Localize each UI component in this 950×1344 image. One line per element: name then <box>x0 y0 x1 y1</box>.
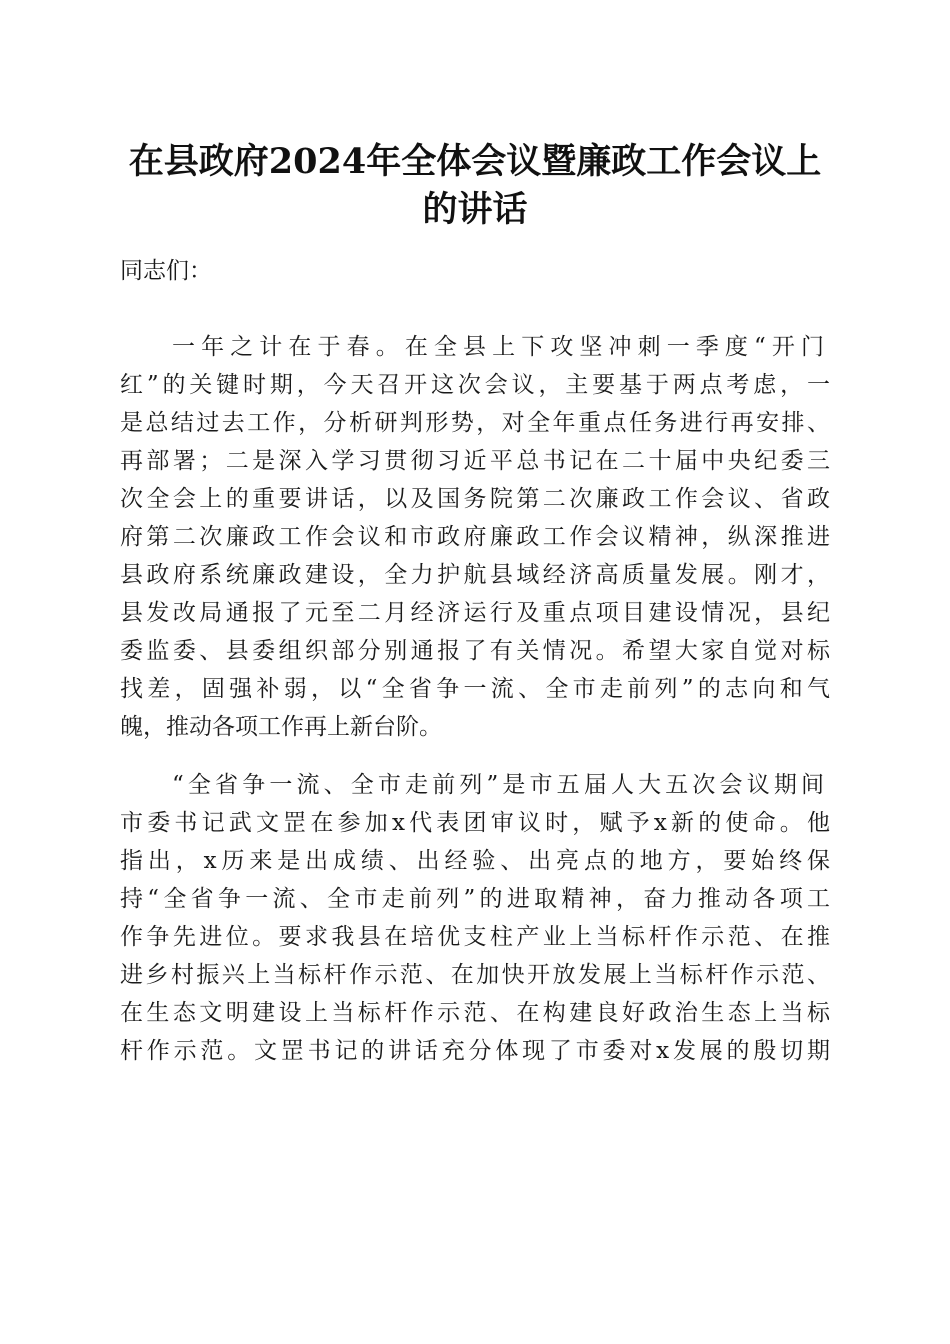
paragraph-1-line: 是总结过去工作，分析研判形势，对全年重点任务进行再安排、 <box>120 410 830 436</box>
paragraph-1-line: 魄，推动各项工作再上新台阶。 <box>120 714 442 740</box>
paragraph-1-line: 找差，固强补弱，以“全省争一流、全市走前列”的志向和气 <box>120 676 830 702</box>
paragraph-1-line: 一年之计在于春。在全县上下攻坚冲刺一季度“开门 <box>172 334 824 360</box>
paragraph-2-line: “全省争一流、全市走前列”是市五届人大五次会议期间 <box>172 772 824 798</box>
paragraph-2-line: 作争先进位。要求我县在培优支柱产业上当标杆作示范、在推 <box>120 924 830 950</box>
paragraph-2-line: 持“全省争一流、全市走前列”的进取精神，奋力推动各项工 <box>120 886 830 912</box>
paragraph-2-line: 在生态文明建设上当标杆作示范、在构建良好政治生态上当标 <box>120 1000 830 1026</box>
document-title-line-2: 的讲话 <box>422 189 528 230</box>
paragraph-1-line: 次全会上的重要讲话，以及国务院第二次廉政工作会议、省政 <box>120 486 830 512</box>
document-title-line-1: 在县政府2024年全体会议暨廉政工作会议上 <box>128 141 822 182</box>
paragraph-1-line: 县发改局通报了元至二月经济运行及重点项目建设情况，县纪 <box>120 600 830 626</box>
salutation: 同志们： <box>120 258 212 284</box>
paragraph-2-line: 进乡村振兴上当标杆作示范、在加快开放发展上当标杆作示范、 <box>120 962 830 988</box>
paragraph-1-line: 再部署；二是深入学习贯彻习近平总书记在二十届中央纪委三 <box>120 448 830 474</box>
paragraph-1-line: 委监委、县委组织部分别通报了有关情况。希望大家自觉对标 <box>120 638 830 664</box>
paragraph-2-line: 市委书记武文罡在参加x代表团审议时，赋予x新的使命。他 <box>120 810 830 836</box>
paragraph-1-line: 县政府系统廉政建设，全力护航县域经济高质量发展。刚才， <box>120 562 830 588</box>
paragraph-1-line: 红”的关键时期，今天召开这次会议，主要基于两点考虑，一 <box>120 372 830 398</box>
paragraph-2-line: 杆作示范。文罡书记的讲话充分体现了市委对x发展的殷切期 <box>120 1038 830 1064</box>
paragraph-2-line: 指出，x历来是出成绩、出经验、出亮点的地方，要始终保 <box>120 848 830 874</box>
paragraph-1-line: 府第二次廉政工作会议和市政府廉政工作会议精神，纵深推进 <box>120 524 830 550</box>
